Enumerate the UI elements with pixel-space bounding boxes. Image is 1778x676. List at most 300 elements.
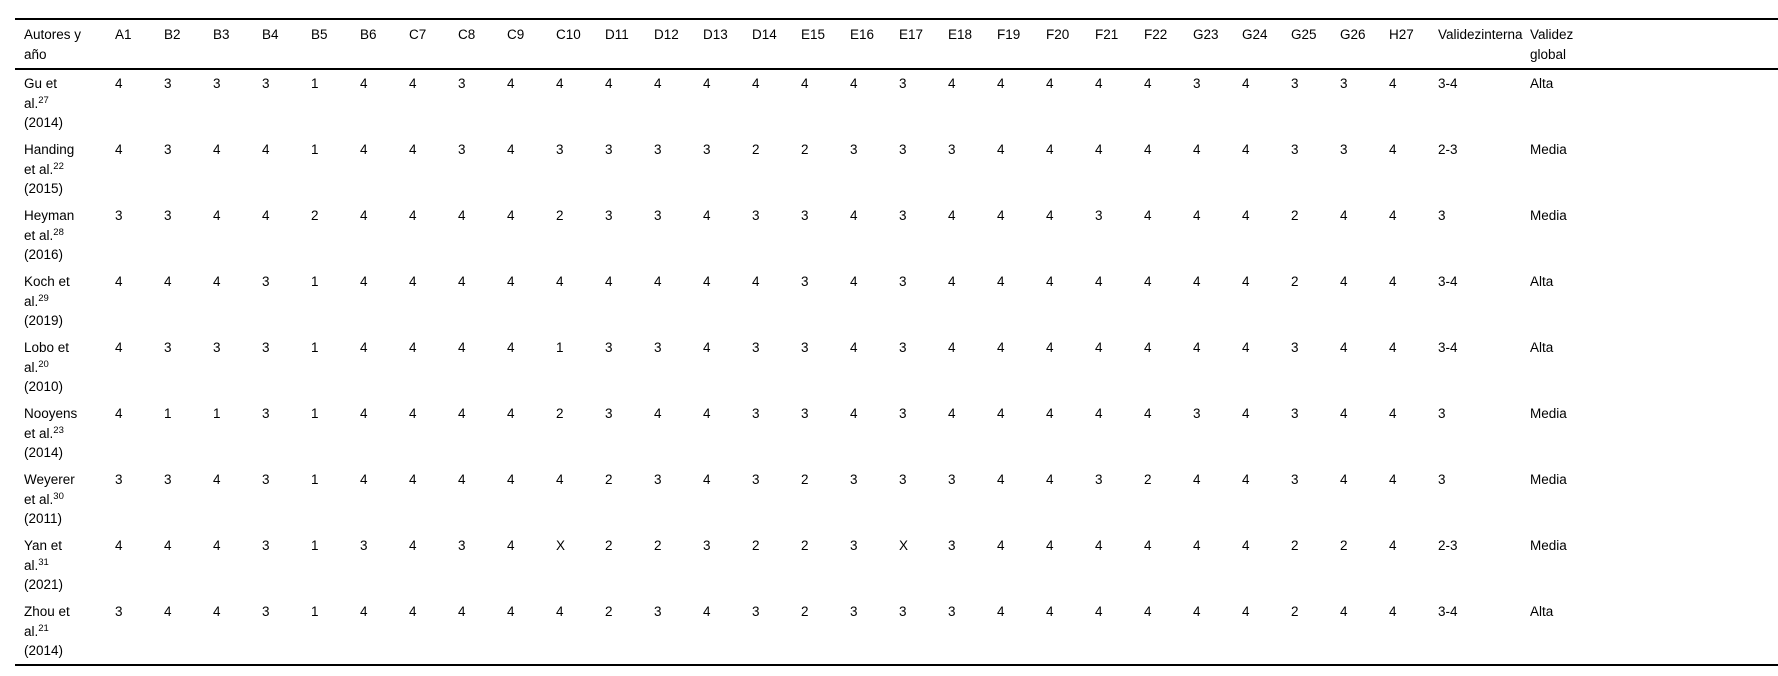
column-header-e15: E15: [801, 19, 850, 69]
score-cell-b5: 1: [311, 340, 319, 355]
score-cell-f22: 2: [1144, 472, 1152, 487]
score-cell-f20: 4: [1046, 472, 1054, 487]
score-cell-c10: 1: [556, 340, 564, 355]
score-cell-f20: 4: [1046, 76, 1054, 91]
author-name-line1: Weyerer: [24, 472, 75, 487]
score-cell-f21: 4: [1095, 76, 1103, 91]
score-cell-b3: 4: [213, 604, 221, 619]
score-cell-c7: 4: [409, 142, 417, 157]
column-header-e16: E16: [850, 19, 899, 69]
author-name-line2: [24, 556, 115, 576]
reference-superscript: 21: [38, 622, 49, 634]
score-cell-b4: 3: [262, 538, 270, 553]
score-cell-d11: 2: [605, 538, 613, 553]
score-cell-c7: 4: [409, 274, 417, 289]
reference-superscript: 30: [53, 490, 64, 502]
score-cell-d12: 3: [654, 472, 662, 487]
author-cell: [15, 334, 115, 400]
score-cell-d12: 3: [654, 208, 662, 223]
score-cell-a1: 4: [115, 274, 123, 289]
score-cell-d12: 2: [654, 538, 662, 553]
score-cell-b2: 3: [164, 208, 172, 223]
score-cell-e15: 2: [801, 472, 809, 487]
author-name-base: et al.: [24, 161, 54, 177]
validez-interna-cell: 3: [1438, 472, 1446, 487]
score-cell-f19: 4: [997, 406, 1005, 421]
reference-superscript: 22: [53, 160, 64, 172]
score-cell-h27: 4: [1389, 340, 1397, 355]
score-cell-b3: 1: [213, 406, 221, 421]
score-cell-d11: 4: [605, 76, 613, 91]
score-cell-b3: 3: [213, 76, 221, 91]
score-cell-c7: 4: [409, 340, 417, 355]
validez-interna-cell: 3-4: [1438, 340, 1458, 355]
author-cell: [15, 532, 115, 598]
author-name-line2: [24, 160, 115, 180]
reference-superscript: 31: [38, 556, 49, 568]
score-cell-c7: 4: [409, 472, 417, 487]
score-cell-b4: 3: [262, 274, 270, 289]
score-cell-f19: 4: [997, 208, 1005, 223]
score-cell-f22: 4: [1144, 406, 1152, 421]
score-cell-b6: 4: [360, 142, 368, 157]
score-cell-a1: 4: [115, 406, 123, 421]
score-cell-b4: 3: [262, 472, 270, 487]
score-cell-c7: 4: [409, 208, 417, 223]
score-cell-g26: 3: [1340, 76, 1348, 91]
score-cell-c10: 4: [556, 274, 564, 289]
score-cell-b5: 1: [311, 76, 319, 91]
author-cell: [15, 466, 115, 532]
score-cell-e17: 3: [899, 208, 907, 223]
score-cell-b4: 4: [262, 142, 270, 157]
score-cell-e16: 3: [850, 472, 858, 487]
column-header-d13: D13: [703, 19, 752, 69]
score-cell-h27: 4: [1389, 406, 1397, 421]
score-cell-e17: 3: [899, 604, 907, 619]
author-year: (2019): [24, 313, 64, 328]
score-cell-b6: 4: [360, 472, 368, 487]
score-cell-b3: 4: [213, 274, 221, 289]
validez-global-cell: Media: [1530, 208, 1567, 223]
score-cell-c8: 3: [458, 76, 466, 91]
score-cell-b2: 1: [164, 406, 172, 421]
author-year: (2011): [24, 511, 63, 526]
score-cell-c7: 4: [409, 76, 417, 91]
column-header-h27: H27: [1389, 19, 1438, 69]
score-cell-e15: 4: [801, 76, 809, 91]
score-cell-g26: 4: [1340, 406, 1348, 421]
score-cell-c9: 4: [507, 604, 515, 619]
column-header-b2: B2: [164, 19, 213, 69]
score-cell-b6: 4: [360, 340, 368, 355]
score-cell-a1: 3: [115, 208, 123, 223]
score-cell-c10: 3: [556, 142, 564, 157]
table-row: [15, 202, 1778, 268]
author-name-base: et al.: [24, 491, 54, 507]
validez-global-cell: Media: [1530, 142, 1567, 157]
score-cell-d11: 3: [605, 406, 613, 421]
column-header-f21: F21: [1095, 19, 1144, 69]
score-cell-e15: 3: [801, 340, 809, 355]
score-cell-e16: 4: [850, 208, 858, 223]
author-name-line2: [24, 94, 115, 114]
score-cell-e16: 3: [850, 604, 858, 619]
column-header-e18: E18: [948, 19, 997, 69]
score-cell-f20: 4: [1046, 340, 1054, 355]
score-cell-g24: 4: [1242, 538, 1250, 553]
score-cell-d11: 3: [605, 142, 613, 157]
score-cell-b6: 4: [360, 208, 368, 223]
score-cell-e16: 4: [850, 274, 858, 289]
score-cell-b6: 4: [360, 274, 368, 289]
score-cell-b2: 4: [164, 604, 172, 619]
author-cell: [15, 136, 115, 202]
score-cell-g25: 3: [1291, 406, 1299, 421]
author-name-line1: Koch et: [24, 274, 70, 289]
author-year: (2014): [24, 643, 64, 658]
column-header-b5: B5: [311, 19, 360, 69]
column-header-f20: F20: [1046, 19, 1095, 69]
score-cell-a1: 4: [115, 340, 123, 355]
score-cell-d14: 4: [752, 76, 760, 91]
score-cell-b4: 3: [262, 406, 270, 421]
reference-superscript: 20: [38, 358, 49, 370]
validez-global-cell: Alta: [1530, 340, 1554, 355]
validez-interna-cell: 3: [1438, 208, 1446, 223]
author-name-base: al.: [24, 557, 39, 573]
column-header-g24: G24: [1242, 19, 1291, 69]
author-year: (2015): [24, 181, 64, 196]
validez-interna-cell: 3: [1438, 406, 1446, 421]
author-name-line2: [24, 622, 115, 642]
score-cell-b2: 4: [164, 274, 172, 289]
score-cell-f21: 4: [1095, 406, 1103, 421]
score-cell-b5: 2: [311, 208, 319, 223]
score-cell-d12: 4: [654, 76, 662, 91]
score-cell-d13: 4: [703, 76, 711, 91]
column-header-autores-y-ano: [15, 19, 115, 69]
score-cell-b5: 1: [311, 274, 319, 289]
score-cell-e17: 3: [899, 406, 907, 421]
score-cell-c8: 4: [458, 406, 466, 421]
score-cell-h27: 4: [1389, 472, 1397, 487]
score-cell-c8: 3: [458, 538, 466, 553]
header-line: Autores y: [24, 27, 82, 42]
author-name-line1: Gu et: [24, 76, 58, 91]
score-cell-d14: 3: [752, 604, 760, 619]
reference-superscript: 23: [53, 424, 64, 436]
score-cell-e17: X: [899, 538, 909, 553]
score-cell-d11: 4: [605, 274, 613, 289]
score-cell-c8: 4: [458, 274, 466, 289]
score-cell-a1: 4: [115, 76, 123, 91]
column-header-a1: A1: [115, 19, 164, 69]
score-cell-f19: 4: [997, 604, 1005, 619]
column-header-c8: C8: [458, 19, 507, 69]
score-cell-g24: 4: [1242, 76, 1250, 91]
score-cell-d13: 4: [703, 340, 711, 355]
author-name-base: al.: [24, 623, 39, 639]
score-cell-b5: 1: [311, 604, 319, 619]
score-cell-e17: 3: [899, 472, 907, 487]
score-cell-c9: 4: [507, 538, 515, 553]
score-cell-d11: 2: [605, 472, 613, 487]
validez-global-cell: Media: [1530, 472, 1567, 487]
score-cell-d12: 4: [654, 406, 662, 421]
header-line: Validez: [1530, 27, 1574, 42]
score-cell-a1: 3: [115, 472, 123, 487]
score-cell-b4: 3: [262, 76, 270, 91]
score-cell-g26: 4: [1340, 472, 1348, 487]
score-cell-a1: 4: [115, 142, 123, 157]
score-cell-e16: 3: [850, 538, 858, 553]
score-cell-e17: 3: [899, 76, 907, 91]
score-cell-e16: 4: [850, 76, 858, 91]
score-cell-c9: 4: [507, 142, 515, 157]
table-header: [15, 19, 1778, 69]
column-header-f19: F19: [997, 19, 1046, 69]
score-cell-d14: 3: [752, 472, 760, 487]
table-row: [15, 334, 1778, 400]
validez-global-cell: Alta: [1530, 604, 1554, 619]
score-cell-e16: 3: [850, 142, 858, 157]
score-cell-b3: 4: [213, 472, 221, 487]
column-header-c7: C7: [409, 19, 458, 69]
score-cell-d11: 3: [605, 340, 613, 355]
score-cell-f22: 4: [1144, 538, 1152, 553]
score-cell-a1: 3: [115, 604, 123, 619]
score-cell-c10: 4: [556, 472, 564, 487]
score-cell-e15: 2: [801, 538, 809, 553]
column-header-f22: F22: [1144, 19, 1193, 69]
author-name-line2: [24, 292, 115, 312]
score-cell-f19: 4: [997, 274, 1005, 289]
score-cell-f19: 4: [997, 76, 1005, 91]
score-cell-c9: 4: [507, 274, 515, 289]
author-name-line1: Zhou et: [24, 604, 70, 619]
score-cell-e18: 3: [948, 142, 956, 157]
score-cell-c7: 4: [409, 406, 417, 421]
score-cell-f20: 4: [1046, 604, 1054, 619]
table-row: [15, 400, 1778, 466]
validez-global-cell: Media: [1530, 406, 1567, 421]
score-cell-g26: 3: [1340, 142, 1348, 157]
table-row: [15, 598, 1778, 665]
score-cell-h27: 4: [1389, 208, 1397, 223]
score-cell-e18: 3: [948, 604, 956, 619]
score-cell-b5: 1: [311, 142, 319, 157]
score-cell-f19: 4: [997, 472, 1005, 487]
score-cell-g26: 4: [1340, 604, 1348, 619]
score-cell-c8: 4: [458, 208, 466, 223]
score-cell-f20: 4: [1046, 538, 1054, 553]
score-cell-f19: 4: [997, 142, 1005, 157]
score-cell-c10: 2: [556, 406, 564, 421]
score-cell-d14: 2: [752, 142, 760, 157]
score-cell-d13: 3: [703, 142, 711, 157]
score-cell-b3: 4: [213, 538, 221, 553]
score-cell-g26: 4: [1340, 340, 1348, 355]
score-cell-f21: 4: [1095, 340, 1103, 355]
score-cell-g23: 4: [1193, 472, 1201, 487]
author-name-line2: [24, 424, 115, 444]
score-cell-e18: 4: [948, 76, 956, 91]
score-cell-g23: 4: [1193, 340, 1201, 355]
author-cell: [15, 598, 115, 665]
score-cell-c8: 3: [458, 142, 466, 157]
column-header-d11: D11: [605, 19, 654, 69]
column-header-g25: G25: [1291, 19, 1340, 69]
score-cell-h27: 4: [1389, 76, 1397, 91]
column-header-d14: D14: [752, 19, 801, 69]
score-cell-b5: 1: [311, 406, 319, 421]
score-cell-d11: 3: [605, 208, 613, 223]
score-cell-g23: 3: [1193, 406, 1201, 421]
score-cell-f20: 4: [1046, 208, 1054, 223]
column-header-validez-global: [1530, 19, 1778, 69]
column-header-b3: B3: [213, 19, 262, 69]
score-cell-g24: 4: [1242, 340, 1250, 355]
header-line: global: [1530, 46, 1567, 62]
author-name-base: et al.: [24, 425, 54, 441]
score-cell-g24: 4: [1242, 604, 1250, 619]
score-cell-e15: 3: [801, 406, 809, 421]
validez-interna-cell: 3-4: [1438, 604, 1458, 619]
score-cell-d13: 4: [703, 406, 711, 421]
table-row: [15, 69, 1778, 136]
score-cell-e18: 4: [948, 274, 956, 289]
column-header-b6: B6: [360, 19, 409, 69]
author-name-line2: [24, 358, 115, 378]
score-cell-b6: 4: [360, 604, 368, 619]
author-name-line1: Handing: [24, 142, 75, 157]
author-year: (2014): [24, 445, 64, 460]
score-cell-g26: 2: [1340, 538, 1348, 553]
column-header-c9: C9: [507, 19, 556, 69]
score-cell-e15: 2: [801, 604, 809, 619]
score-cell-c9: 4: [507, 340, 515, 355]
author-name-base: al.: [24, 95, 39, 111]
score-cell-d13: 4: [703, 208, 711, 223]
author-name-line1: Lobo et: [24, 340, 70, 355]
score-cell-c10: 2: [556, 208, 564, 223]
score-cell-f21: 4: [1095, 274, 1103, 289]
author-name-line2: [24, 490, 115, 510]
score-cell-c8: 4: [458, 340, 466, 355]
author-name-line2: [24, 226, 115, 246]
score-cell-g26: 4: [1340, 274, 1348, 289]
score-cell-d13: 4: [703, 604, 711, 619]
score-cell-f20: 4: [1046, 274, 1054, 289]
score-cell-g23: 4: [1193, 142, 1201, 157]
score-cell-g25: 2: [1291, 538, 1299, 553]
score-cell-g24: 4: [1242, 142, 1250, 157]
table-row: [15, 136, 1778, 202]
score-cell-e17: 3: [899, 142, 907, 157]
score-cell-e18: 3: [948, 538, 956, 553]
score-cell-d14: 3: [752, 406, 760, 421]
score-cell-e15: 3: [801, 208, 809, 223]
score-cell-g24: 4: [1242, 406, 1250, 421]
header-row: [15, 19, 1778, 69]
score-cell-g25: 3: [1291, 142, 1299, 157]
score-cell-f22: 4: [1144, 604, 1152, 619]
score-cell-b3: 4: [213, 142, 221, 157]
score-cell-g24: 4: [1242, 472, 1250, 487]
validez-interna-cell: 2-3: [1438, 142, 1458, 157]
score-cell-c9: 4: [507, 208, 515, 223]
score-cell-d12: 3: [654, 604, 662, 619]
score-cell-g23: 4: [1193, 604, 1201, 619]
score-cell-f21: 4: [1095, 604, 1103, 619]
score-cell-c8: 4: [458, 472, 466, 487]
score-cell-h27: 4: [1389, 274, 1397, 289]
table-body: [15, 69, 1778, 665]
score-cell-b5: 1: [311, 472, 319, 487]
score-cell-b6: 4: [360, 76, 368, 91]
score-cell-g25: 3: [1291, 472, 1299, 487]
score-cell-g23: 4: [1193, 538, 1201, 553]
score-cell-b2: 3: [164, 76, 172, 91]
score-cell-b6: 3: [360, 538, 368, 553]
score-cell-h27: 4: [1389, 538, 1397, 553]
score-cell-c10: X: [556, 538, 566, 553]
score-cell-d12: 3: [654, 340, 662, 355]
author-cell: [15, 69, 115, 136]
score-cell-b4: 4: [262, 208, 270, 223]
score-cell-d12: 3: [654, 142, 662, 157]
table-row: [15, 532, 1778, 598]
score-cell-e16: 4: [850, 340, 858, 355]
score-cell-g25: 3: [1291, 76, 1299, 91]
score-cell-c9: 4: [507, 472, 515, 487]
score-cell-b2: 3: [164, 142, 172, 157]
author-name-line1: Yan et: [24, 538, 63, 553]
score-cell-c7: 4: [409, 604, 417, 619]
score-cell-e16: 4: [850, 406, 858, 421]
author-name-line1: Heyman: [24, 208, 75, 223]
score-cell-d14: 3: [752, 340, 760, 355]
score-cell-d14: 4: [752, 274, 760, 289]
reference-superscript: 28: [53, 226, 64, 238]
reference-superscript: 29: [38, 292, 49, 304]
score-cell-f22: 4: [1144, 142, 1152, 157]
score-cell-h27: 4: [1389, 604, 1397, 619]
header-line: año: [24, 46, 47, 62]
paper-page: [0, 18, 1778, 666]
validez-interna-cell: 2-3: [1438, 538, 1458, 553]
score-cell-g25: 2: [1291, 274, 1299, 289]
reference-superscript: 27: [38, 94, 49, 106]
score-cell-d14: 2: [752, 538, 760, 553]
column-header-g26: G26: [1340, 19, 1389, 69]
score-cell-b3: 3: [213, 340, 221, 355]
score-cell-f21: 3: [1095, 472, 1103, 487]
score-cell-f21: 4: [1095, 538, 1103, 553]
score-cell-b3: 4: [213, 208, 221, 223]
score-cell-g25: 2: [1291, 208, 1299, 223]
score-cell-e18: 4: [948, 406, 956, 421]
score-cell-b2: 3: [164, 472, 172, 487]
score-cell-f22: 4: [1144, 340, 1152, 355]
author-cell: [15, 202, 115, 268]
author-cell: [15, 268, 115, 334]
score-cell-b4: 3: [262, 604, 270, 619]
author-name-base: al.: [24, 359, 39, 375]
validez-interna-cell: 3-4: [1438, 274, 1458, 289]
author-name-base: al.: [24, 293, 39, 309]
